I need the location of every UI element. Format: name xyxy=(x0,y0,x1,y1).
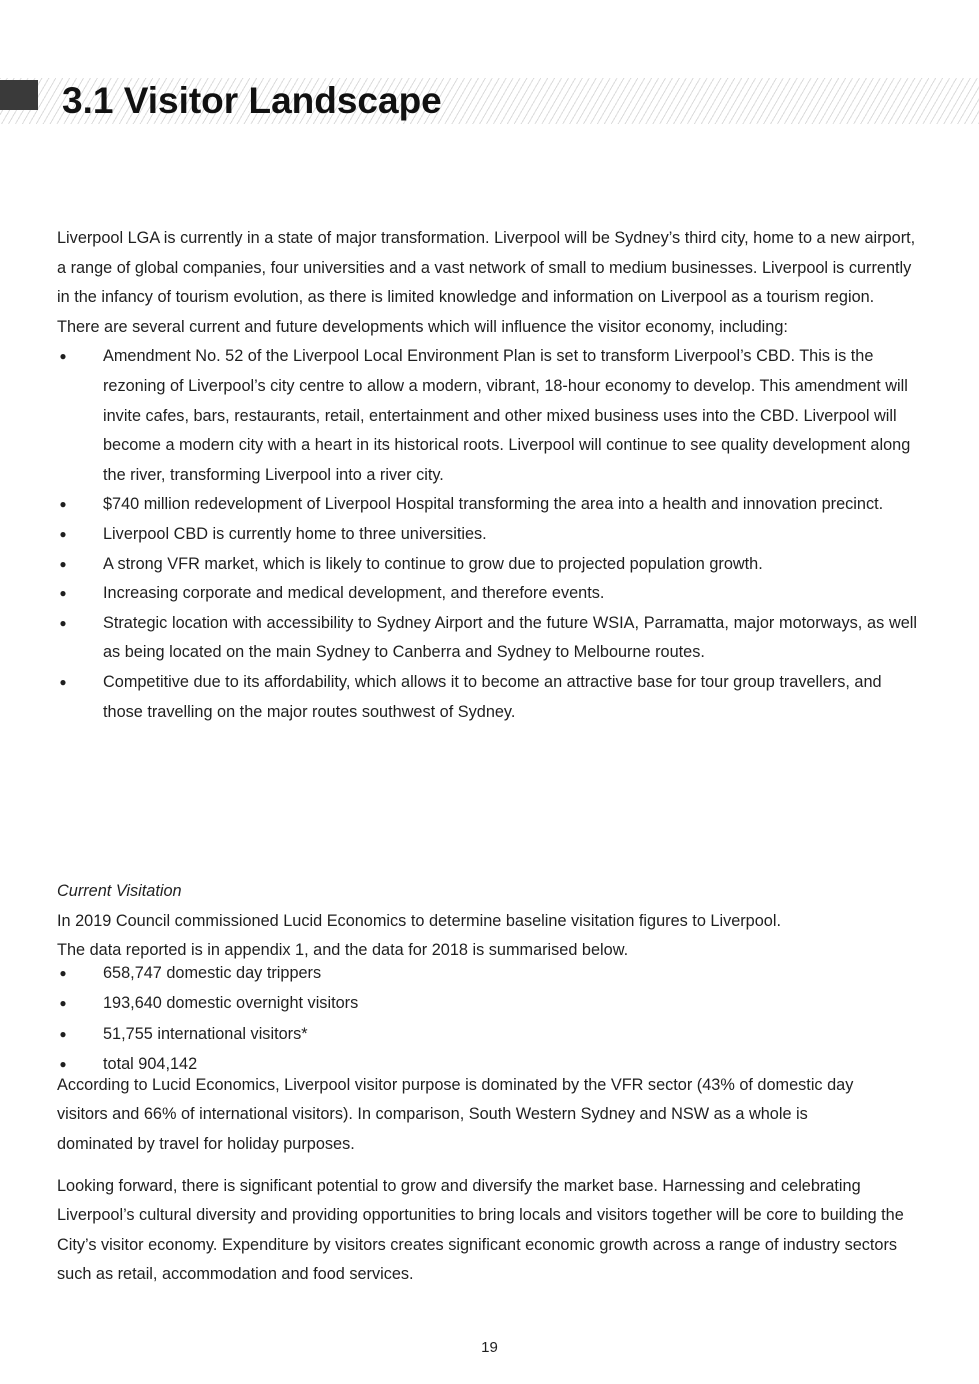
outlook-paragraph: Looking forward, there is significant potential to grow and diversify the market base. Harnessing and celebrating Liverpool’s cultural diversity and providing opportunities to bring locals and visitors together will be core to building the City’s visitor economy. Expenditure by visitors creates significant economic growth across a range of industry sectors such as retail, accommodation and food services. xyxy=(57,1176,904,1284)
bullet-icon: ● xyxy=(59,615,67,630)
bullet-icon: ● xyxy=(59,965,67,980)
list-item xyxy=(57,579,917,609)
list-item xyxy=(57,609,917,668)
list-item xyxy=(57,668,917,727)
list-item xyxy=(57,520,917,550)
bullet-icon: ● xyxy=(59,1057,67,1072)
list-item-text: Increasing corporate and medical development, and therefore events. xyxy=(103,584,605,603)
page-number: 19 xyxy=(481,1339,498,1356)
list-item-text: Amendment No. 52 of the Liverpool Local Environment Plan is set to transform Liverpool’s CBD. This is the rezoning of Liverpool’s city centre to allow a modern, vibrant, 18-hour economy to develop. This amendment will invite cafes, bars, restaurants, retail, entertainment and other mixed business uses into the CBD. Liverpool will become a modern city with a heart in its historical roots. Liverpool will continue to see quality development along the river, transforming Liverpool into a river city. xyxy=(103,347,911,484)
header-marker-square xyxy=(0,80,38,110)
list-item xyxy=(57,1049,917,1080)
current-visitation-section xyxy=(57,877,917,1290)
developments-list xyxy=(57,342,917,727)
bullet-icon: ● xyxy=(59,526,67,541)
stat-text: 658,747 domestic day trippers xyxy=(103,963,322,982)
list-item-text: Liverpool CBD is currently home to three universities. xyxy=(103,524,487,543)
list-item xyxy=(57,342,917,490)
bullet-icon: ● xyxy=(59,497,67,512)
visitation-stats-list xyxy=(57,958,917,1080)
bullet-icon: ● xyxy=(59,674,67,689)
page-title: 3.1 Visitor Landscape xyxy=(62,80,442,121)
bullet-icon: ● xyxy=(59,556,67,571)
list-item-text: Strategic location with accessibility to Sydney Airport and the future WSIA, Parramatta, major motorways, as well as being located on the main Sydney to Canberra and Sydney to Melbourne routes. xyxy=(103,613,917,662)
stat-text: total 904,142 xyxy=(103,1055,198,1074)
section-heading: Current Visitation xyxy=(57,882,182,900)
bullet-icon: ● xyxy=(59,349,67,364)
list-item xyxy=(57,988,917,1019)
bullet-icon: ● xyxy=(59,586,67,601)
list-item-text: $740 million redevelopment of Liverpool Hospital transforming the area into a health and innovation precinct. xyxy=(103,495,884,514)
list-item-text: A strong VFR market, which is likely to continue to grow due to projected population growth. xyxy=(103,554,763,573)
list-item-text: Competitive due to its affordability, which allows it to become an attractive base for tour group travellers, and those travelling on the major routes southwest of Sydney. xyxy=(103,672,882,721)
intro-section xyxy=(57,224,917,727)
bullet-icon: ● xyxy=(59,996,67,1011)
stat-text: 51,755 international visitors* xyxy=(103,1024,308,1043)
visitor-purpose-paragraph: According to Lucid Economics, Liverpool visitor purpose is dominated by the VFR sector (43% of domestic day visitors and 66% of international visitors). In comparison, South Western Sydney and NSW as a whole is dominated by travel for holiday purposes. xyxy=(57,1075,854,1153)
list-item xyxy=(57,550,917,580)
list-item xyxy=(57,958,917,989)
bullet-icon: ● xyxy=(59,1026,67,1041)
list-item xyxy=(57,490,917,520)
visitation-intro: In 2019 Council commissioned Lucid Economics to determine baseline visitation figures to Liverpool. The data reported is in appendix 1, and the data for 2018 is summarised below. xyxy=(57,911,781,960)
list-item xyxy=(57,1019,917,1050)
intro-paragraph: Liverpool LGA is currently in a state of major transformation. Liverpool will be Sydney’s third city, home to a new airport, a range of global companies, four universities and a vast network of small to medium businesses. Liverpool is currently in the infancy of tourism evolution, as there is limited knowledge and information on Liverpool as a tourism region. There are several current and future developments which will influence the visitor economy, including: xyxy=(57,229,916,336)
stat-text: 193,640 domestic overnight visitors xyxy=(103,994,359,1013)
